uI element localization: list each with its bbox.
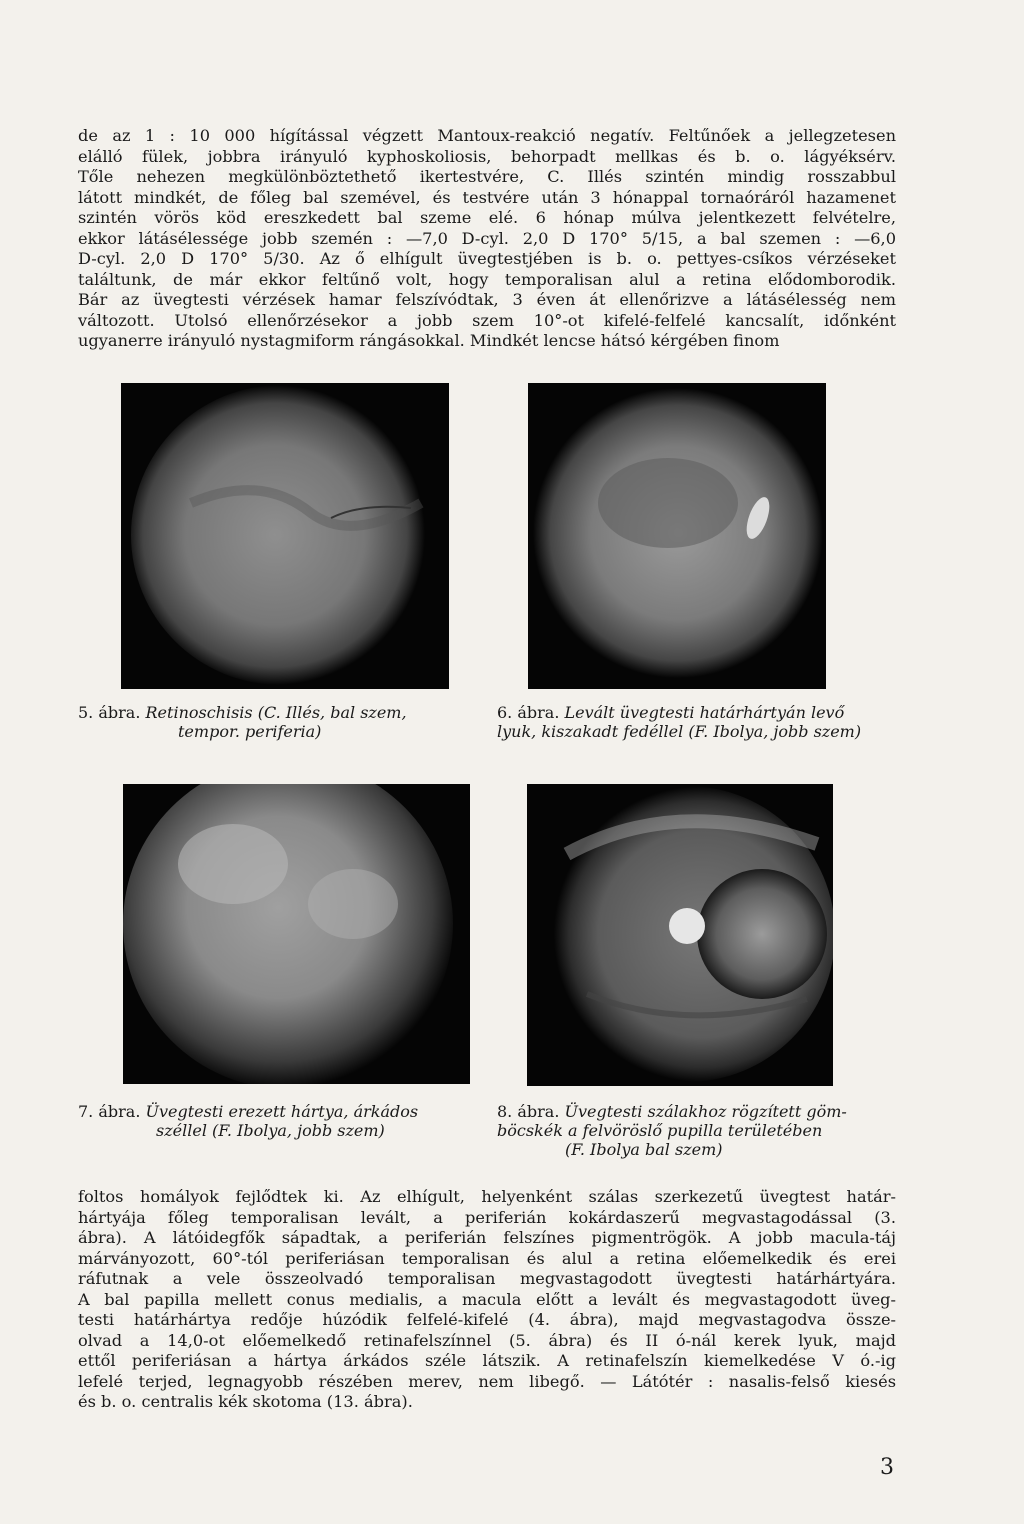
text-line: A bal papilla mellett conus medialis, a macula előtt a levált és megvastagodott üveg- xyxy=(78,1289,896,1309)
figure-7-caption xyxy=(78,1102,438,1140)
figure-number: 8. ábra. xyxy=(497,1102,560,1121)
figure-5-photo xyxy=(121,383,449,689)
figure-number: 5. ábra. xyxy=(78,703,141,722)
figure-7-photo xyxy=(123,784,470,1084)
text-line: foltos homályok fejlődtek ki. Az elhígult, helyenként szálas szerkezetű üvegtest határ- xyxy=(78,1187,896,1206)
text-line: Tőle nehezen megkülönböztethető ikertestvére, C. Illés szintén mindig rosszabbul xyxy=(78,167,896,186)
caption-text: széllel (F. Ibolya, jobb szem) xyxy=(156,1121,385,1140)
top-paragraph xyxy=(78,126,896,352)
text-line: lefelé terjed, legnagyobb részében merev, nem libegő. — Látótér : nasalis-felső kiesés xyxy=(78,1371,896,1391)
text-line: ettől periferiásan a hártya árkádos széle látszik. A retinafelszín kiemelkedése V ó.-ig xyxy=(78,1351,896,1370)
caption-text: Üvegtesti erezett hártya, árkádos xyxy=(145,1102,419,1121)
bottom-paragraph xyxy=(78,1187,896,1413)
text-line: ugyanerre irányuló nystagmiform rángásokkal. Mindkét lencse hátsó kérgében finom xyxy=(78,331,780,350)
caption-text: böcskék a felvöröslő pupilla területében xyxy=(497,1121,823,1140)
text-line: és b. o. centralis kék skotoma (13. ábra). xyxy=(78,1392,413,1411)
text-line: D-cyl. 2,0 D 170° 5/30. Az ő elhígult üvegtestjében is b. o. pettyes-csíkos vérzéseket xyxy=(78,249,896,268)
text-line: ábra). A látóidegfők sápadtak, a periferián felszínes pigmentrögök. A jobb macula-táj xyxy=(78,1228,896,1247)
figure-number: 6. ábra. xyxy=(497,703,560,722)
caption-text: Retinoschisis (C. Illés, bal szem, xyxy=(145,703,407,722)
figure-5-caption xyxy=(78,703,418,741)
page-number: 3 xyxy=(880,1455,894,1480)
text-line: hártyája főleg temporalisan levált, a periferián kokárdaszerű megvastagodással (3. xyxy=(78,1207,896,1227)
text-line: találtunk, de már ekkor feltűnő volt, hogy temporalisan alul a retina elődomborodik. xyxy=(78,269,896,289)
figure-number: 7. ábra. xyxy=(78,1102,141,1121)
caption-text: Üvegtesti szálakhoz rögzített göm- xyxy=(564,1102,847,1121)
figure-6-photo xyxy=(528,383,826,689)
caption-text: tempor. periferia) xyxy=(178,722,322,741)
text-line: de az 1 : 10 000 hígítással végzett Mantoux-reakció negatív. Feltűnőek a jellegzetesen xyxy=(78,126,896,145)
text-line: márványozott, 60°-tól periferiásan temporalisan és alul a retina előemelkedik és erei xyxy=(78,1248,896,1268)
text-line: olvad a 14,0-ot előemelkedő retinafelszínnel (5. ábra) és II ó-nál kerek lyuk, majd xyxy=(78,1330,896,1350)
text-line: Bár az üvegtesti vérzések hamar felszívódtak, 3 éven át ellenőrizve a látásélesség nem xyxy=(78,290,896,309)
text-line: elálló fülek, jobbra irányuló kyphoskoliosis, behorpadt mellkas és b. o. lágyéksérv. xyxy=(78,146,896,166)
figure-6-caption xyxy=(497,703,917,741)
caption-text: (F. Ibolya bal szem) xyxy=(565,1140,723,1159)
text-line: ekkor látásélessége jobb szemén : —7,0 D-cyl. 2,0 D 170° 5/15, a bal szemen : —6,0 xyxy=(78,228,896,248)
caption-text: Levált üvegtesti határhártyán levő xyxy=(564,703,845,722)
text-line: testi határhártya redője húzódik felfelé-kifelé (4. ábra), majd megvastagodva össze- xyxy=(78,1310,896,1329)
text-line: ráfutnak a vele összeolvadó temporalisan megvastagodott üvegtesti határhártyára. xyxy=(78,1269,896,1288)
figure-8-photo xyxy=(527,784,833,1086)
text-line: változott. Utolsó ellenőrzésekor a jobb szem 10°-ot kifelé-felfelé kancsalít, időnként xyxy=(78,310,896,330)
text-line: látott mindkét, de főleg bal szemével, és testvére után 3 hónappal tornaóráról hazamenet xyxy=(78,187,896,207)
caption-text: lyuk, kiszakadt fedéllel (F. Ibolya, jobb szem) xyxy=(497,722,862,741)
text-line: szintén vörös köd ereszkedett bal szeme elé. 6 hónap múlva jelentkezett felvételre, xyxy=(78,208,896,227)
figure-8-caption xyxy=(497,1102,917,1159)
